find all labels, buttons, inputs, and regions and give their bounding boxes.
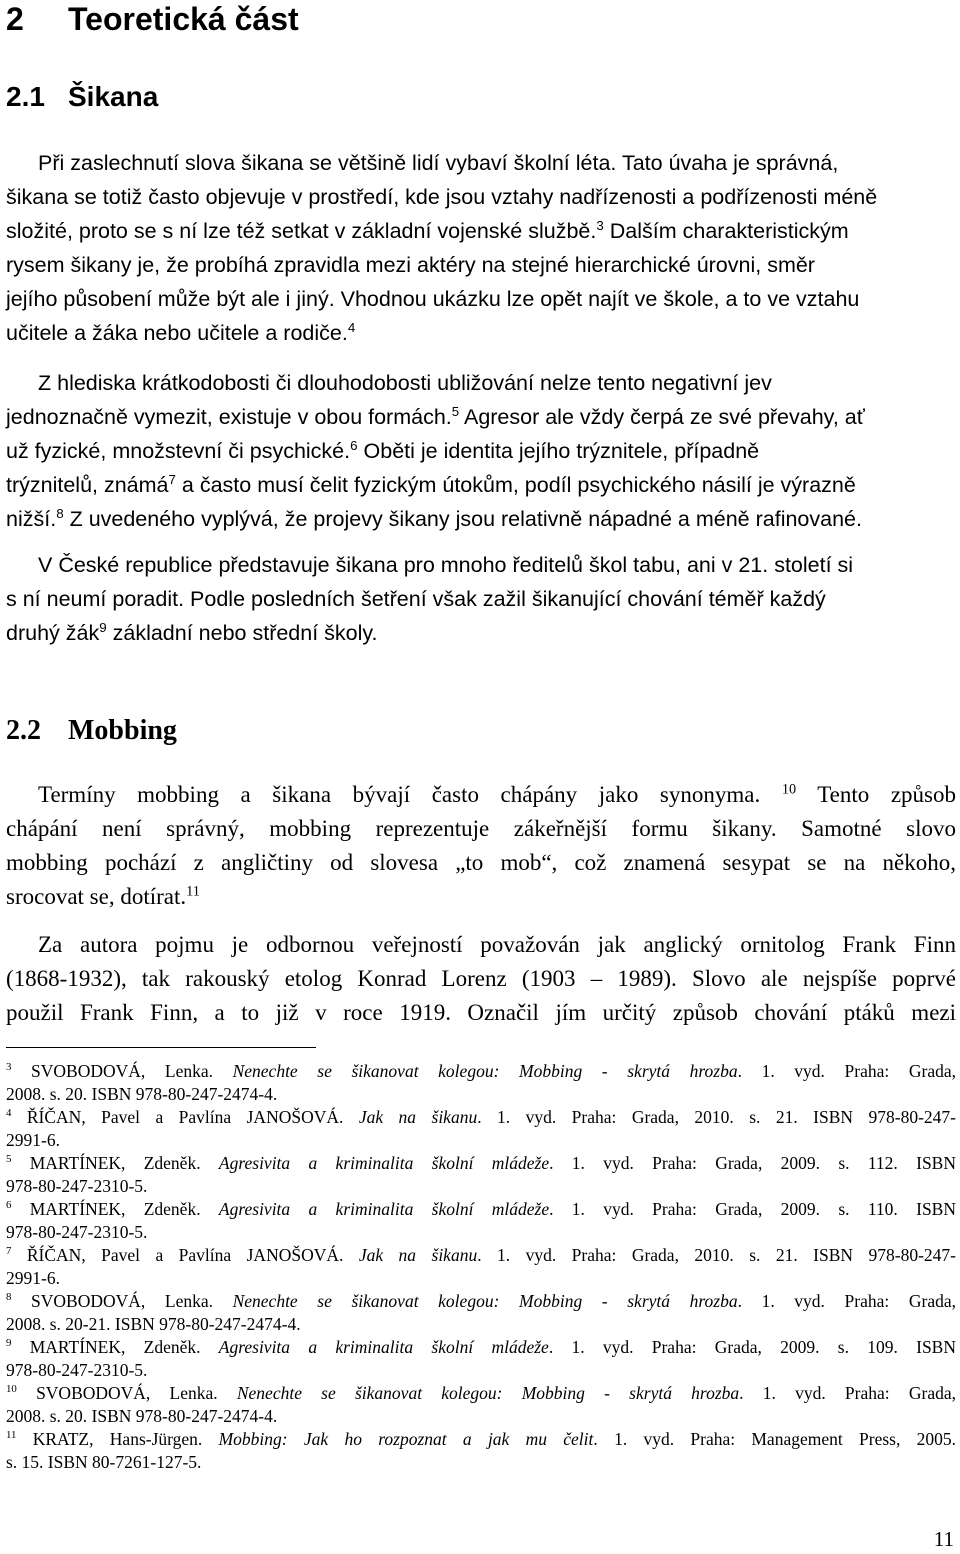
- text-line: už fyzické, množstevní či psychické.$^6$ Oběti je identita jejího trýznitele, případně: [6, 437, 760, 463]
- section-title: Šikana: [68, 81, 159, 112]
- footnote-line: 2008. s. 20. ISBN 978-80-247-2474-4.: [6, 1406, 278, 1426]
- footnote-line: $^7$ ŘÍČAN, Pavel a Pavlína JANOŠOVÁ. Jak na šikanu. 1. vyd. Praha: Grada, 2010. s. 21. ISBN 978-80-247-: [6, 1245, 956, 1265]
- footnote-ref: 6: [350, 437, 358, 453]
- text-line: srocovat se, dotírat.$^{11}$: [6, 883, 200, 909]
- footnote-line: 2991-6.: [6, 1130, 60, 1150]
- text-line: (1868-1932), tak rakouský etolog Konrad Lorenz (1903 – 1989). Slovo ale nejspíše poprvé: [6, 966, 956, 991]
- footnote-title: Mobbing: Jak ho rozpoznat a jak mu čelit: [218, 1429, 594, 1449]
- footnote-ref: 5: [451, 403, 460, 419]
- footnote-separator: [6, 1047, 316, 1048]
- footnote-line: 978-80-247-2310-5.: [6, 1176, 148, 1196]
- footnote-ref: 4: [347, 319, 356, 335]
- footnote-item: [6, 1428, 956, 1474]
- text-line: mobbing pochází z angličtiny od slovesa „to mob“, což znamená sesypat se na někoho,: [6, 850, 956, 875]
- footnote-title: Nenechte se šikanovat kolegou: Mobbing - skrytá hrozba: [232, 1061, 738, 1081]
- footnote-number: 8: [6, 1291, 12, 1304]
- footnote-item: [6, 1382, 956, 1428]
- paragraph-5: [6, 928, 956, 1030]
- footnote-number: 5: [6, 1153, 12, 1166]
- text-line: složité, proto se s ní lze též setkat v základní vojenské službě.$^3$ Dalším charakteristickým: [6, 217, 849, 243]
- footnote-item: [6, 1290, 956, 1336]
- text-line: jejího působení může být ale i jiný. Vhodnou ukázku lze opět najít ve škole, a to ve vztahu: [6, 287, 860, 311]
- footnote-line: 978-80-247-2310-5.: [6, 1360, 148, 1380]
- text-line: nižší.$^8$ Z uvedeného vyplývá, že projevy šikany jsou relativně nápadné a méně rafinované.: [6, 505, 862, 531]
- footnote-item: [6, 1336, 956, 1382]
- footnote-item: [6, 1244, 956, 1290]
- footnote-ref: 10: [781, 781, 797, 798]
- text-line: učitele a žáka nebo učitele a rodiče.$^4$: [6, 319, 356, 345]
- text-line: jednoznačně vymezit, existuje v obou formách.$^5$ Agresor ale vždy čerpá ze své převahy, ať: [6, 403, 865, 429]
- footnote-line: $^{10}$ SVOBODOVÁ, Lenka. Nenechte se šikanovat kolegou: Mobbing - skrytá hrozba. 1. vyd. Praha: Grada,: [6, 1383, 956, 1403]
- footnote-ref: 7: [168, 471, 176, 487]
- footnote-ref: 9: [99, 619, 107, 635]
- paragraph-4: [6, 778, 956, 914]
- footnote-ref: 11: [186, 883, 200, 900]
- footnote-title: Jak na šikanu: [358, 1245, 478, 1265]
- footnote-title: Agresivita a kriminalita školní mládeže: [218, 1153, 550, 1173]
- text-line: použil Frank Finn, a to již v roce 1919. Označil jím určitý způsob chování ptáků mezi: [6, 1000, 956, 1025]
- text-line: druhý žák$^9$ základní nebo střední školy.: [6, 619, 378, 645]
- section-title: Mobbing: [68, 715, 177, 746]
- text-line: Za autora pojmu je odbornou veřejností považován jak anglický ornitolog Frank Finn: [38, 932, 956, 957]
- paragraph-3: [6, 548, 956, 650]
- footnote-line: $^9$ MARTÍNEK, Zdeněk. Agresivita a kriminalita školní mládeže. 1. vyd. Praha: Grada, 2009. s. 109. ISBN: [6, 1337, 956, 1357]
- footnote-title: Agresivita a kriminalita školní mládeže: [218, 1199, 550, 1219]
- footnote-number: 6: [6, 1199, 12, 1212]
- chapter-heading: [6, 0, 299, 38]
- footnote-number: 10: [6, 1383, 17, 1396]
- footnote-title: Nenechte se šikanovat kolegou: Mobbing - skrytá hrozba: [236, 1383, 740, 1403]
- footnote-line: $^8$ SVOBODOVÁ, Lenka. Nenechte se šikanovat kolegou: Mobbing - skrytá hrozba. 1. vyd. Praha: Grada,: [6, 1291, 956, 1311]
- footnote-line: 2008. s. 20. ISBN 978-80-247-2474-4.: [6, 1084, 278, 1104]
- text-line: Termíny mobbing a šikana bývají často chápány jako synonyma. $^{10}$ Tento způsob: [38, 781, 957, 807]
- footnote-line: $^3$ SVOBODOVÁ, Lenka. Nenechte se šikanovat kolegou: Mobbing - skrytá hrozba. 1. vyd. Praha: Grada,: [6, 1061, 956, 1081]
- footnote-number: 11: [6, 1429, 17, 1442]
- text-line: Z hlediska krátkodobosti či dlouhodobosti ubližování nelze tento negativní jev: [38, 371, 772, 395]
- text-line: V České republice představuje šikana pro mnoho ředitelů škol tabu, ani v 21. století si: [38, 553, 854, 577]
- text-line: rysem šikany je, že probíhá zpravidla mezi aktéry na stejné hierarchické úrovni, směr: [6, 253, 815, 277]
- section-heading-mobbing: [6, 714, 177, 748]
- footnote-item: [6, 1152, 956, 1198]
- footnote-item: [6, 1106, 956, 1152]
- footnote-number: 3: [6, 1061, 12, 1074]
- text-line: trýznitelů, známá$^7$ a často musí čelit fyzickým útokům, podíl psychického násilí je výrazně: [6, 471, 856, 497]
- footnote-line: $^{11}$ KRATZ, Hans-Jürgen. Mobbing: Jak ho rozpoznat a jak mu čelit. 1. vyd. Praha: Management Press, 2005.: [6, 1429, 956, 1449]
- footnote-title: Nenechte se šikanovat kolegou: Mobbing - skrytá hrozba: [232, 1291, 738, 1311]
- footnotes: [6, 1060, 956, 1474]
- section-heading-sikana: [6, 80, 158, 114]
- section-number: 2.1: [6, 81, 45, 112]
- footnote-number: 9: [6, 1337, 12, 1350]
- footnote-title: Jak na šikanu: [358, 1107, 478, 1127]
- footnote-item: [6, 1198, 956, 1244]
- footnote-line: $^6$ MARTÍNEK, Zdeněk. Agresivita a kriminalita školní mládeže. 1. vyd. Praha: Grada, 2009. s. 110. ISBN: [6, 1199, 956, 1219]
- text-line: šikana se totiž často objevuje v prostředí, kde jsou vztahy nadřízenosti a podřízenosti méně: [6, 185, 878, 209]
- text-line: chápání není správný, mobbing reprezentuje zákeřnější formu šikany. Samotné slovo: [6, 816, 956, 841]
- text-line: s ní neumí poradit. Podle posledních šetření však zažil šikanující chování téměř každý: [6, 587, 826, 611]
- footnote-line: 978-80-247-2310-5.: [6, 1222, 148, 1242]
- chapter-number: 2: [6, 1, 24, 37]
- footnote-line: s. 15. ISBN 80-7261-127-5.: [6, 1452, 202, 1472]
- footnote-line: 2991-6.: [6, 1268, 60, 1288]
- paragraph-1: [6, 146, 956, 350]
- page-number: 11: [933, 1527, 954, 1551]
- footnote-line: 2008. s. 20-21. ISBN 978-80-247-2474-4.: [6, 1314, 301, 1334]
- paragraph-2: [6, 366, 956, 536]
- footnote-ref: 8: [56, 505, 64, 521]
- footnote-ref: 3: [596, 217, 604, 233]
- text-line: Při zaslechnutí slova šikana se většině lidí vybaví školní léta. Tato úvaha je správná,: [38, 151, 839, 175]
- footnote-title: Agresivita a kriminalita školní mládeže: [218, 1337, 549, 1357]
- chapter-title: Teoretická část: [68, 1, 299, 37]
- footnote-line: $^5$ MARTÍNEK, Zdeněk. Agresivita a kriminalita školní mládeže. 1. vyd. Praha: Grada, 2009. s. 112. ISBN: [6, 1153, 956, 1173]
- section-number: 2.2: [6, 715, 41, 746]
- footnote-item: [6, 1060, 956, 1106]
- footnote-number: 7: [6, 1245, 12, 1258]
- footnote-line: $^4$ ŘÍČAN, Pavel a Pavlína JANOŠOVÁ. Jak na šikanu. 1. vyd. Praha: Grada, 2010. s. 21. ISBN 978-80-247-: [6, 1107, 956, 1127]
- footnote-number: 4: [6, 1107, 12, 1120]
